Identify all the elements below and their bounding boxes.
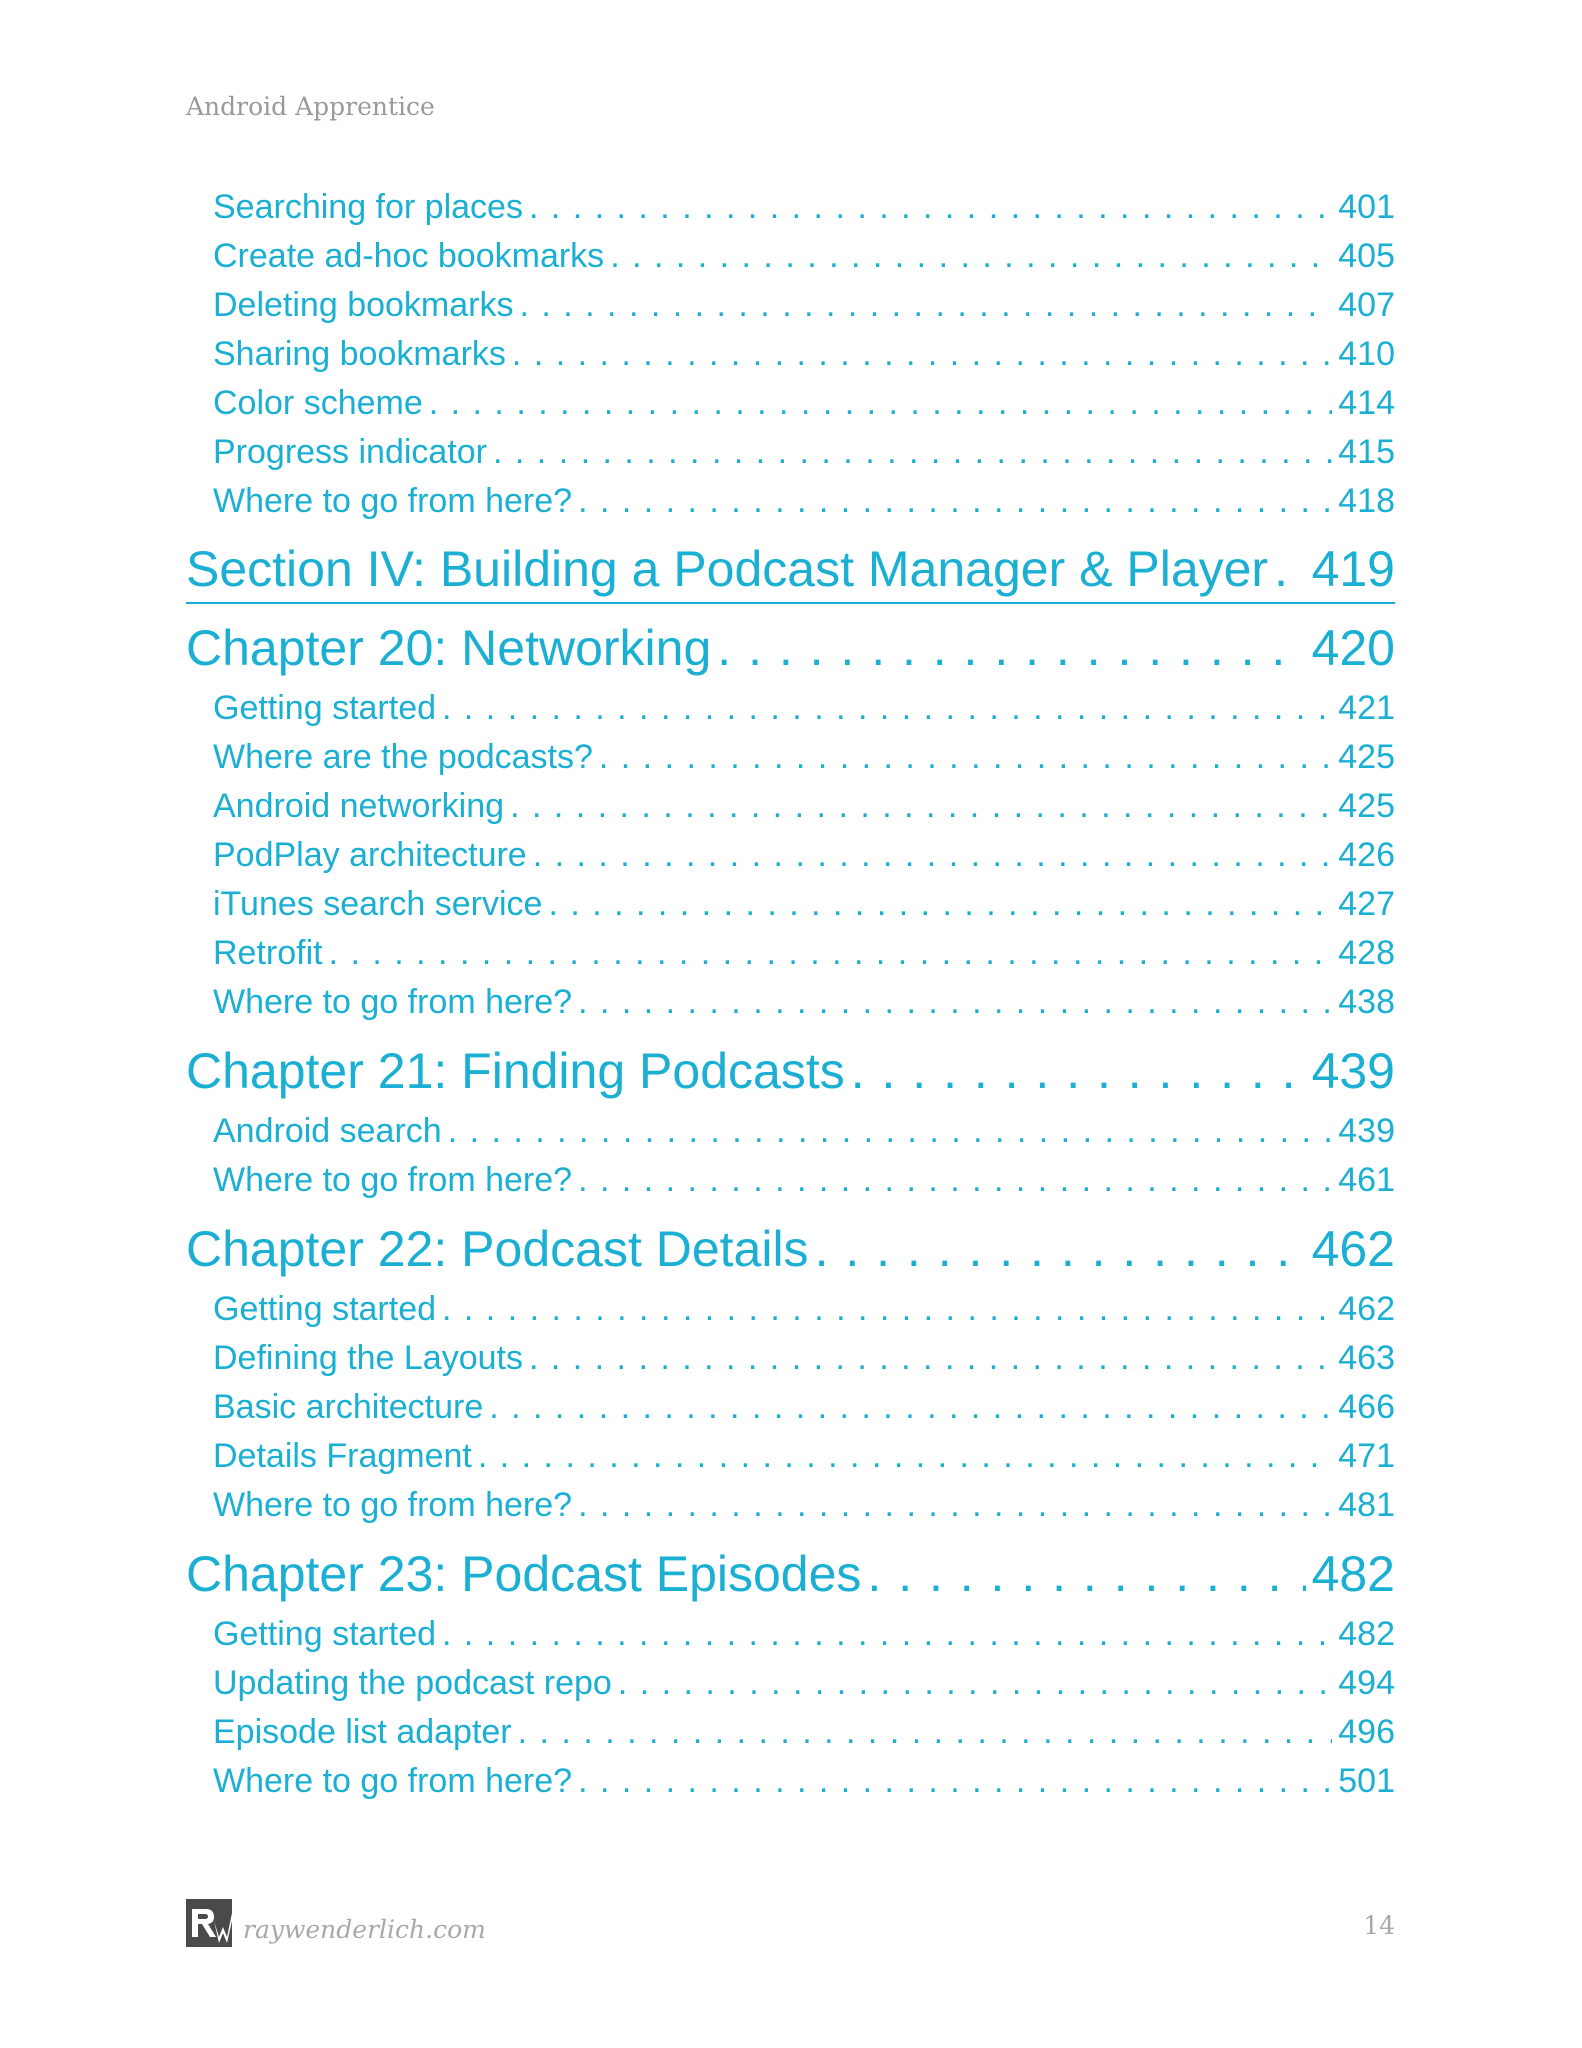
- toc-entry-title: Basic architecture: [213, 1388, 484, 1426]
- toc-entry-title: Getting started: [213, 1615, 437, 1653]
- toc-entry-page: 401: [1338, 188, 1395, 226]
- dot-leader: [510, 782, 1332, 831]
- dot-leader: [815, 1213, 1306, 1285]
- toc-entry-title: Where to go from here?: [213, 1486, 573, 1524]
- toc-entry[interactable]: [186, 1708, 1395, 1757]
- toc-entry[interactable]: [186, 1107, 1395, 1156]
- toc-entry-title: Details Fragment: [213, 1437, 472, 1475]
- toc-entry-page: 439: [1338, 1112, 1395, 1150]
- toc-entry-page: 482: [1338, 1615, 1395, 1653]
- running-header: Android Apprentice: [186, 92, 435, 121]
- toc-chapter-entry[interactable]: [186, 1035, 1395, 1107]
- toc-entry-title: iTunes search service: [213, 885, 543, 923]
- toc-entry-page: 414: [1338, 384, 1395, 422]
- toc-chapter-entry[interactable]: [186, 612, 1395, 684]
- dot-leader: [578, 477, 1332, 526]
- dot-leader: [610, 232, 1332, 281]
- dot-leader: [851, 1035, 1306, 1107]
- dot-leader: [867, 1538, 1305, 1610]
- toc-entry-title: Where to go from here?: [213, 482, 573, 520]
- toc-entry[interactable]: [186, 831, 1395, 880]
- site-link[interactable]: raywenderlich.com: [243, 1915, 486, 1944]
- toc-entry[interactable]: [186, 1432, 1395, 1481]
- dot-leader: [329, 929, 1333, 978]
- toc-section-page: 419: [1311, 541, 1395, 597]
- dot-leader: [578, 1156, 1332, 1205]
- toc-chapter-page: 439: [1311, 1043, 1395, 1099]
- dot-leader: [618, 1659, 1332, 1708]
- dot-leader: [548, 880, 1332, 929]
- toc-entry-title: Defining the Layouts: [213, 1339, 523, 1377]
- toc-entry-page: 410: [1338, 335, 1395, 373]
- toc-entry-title: Retrofit: [213, 934, 323, 972]
- toc-chapter-title: Chapter 20: Networking: [186, 620, 712, 676]
- toc-entry-title: Getting started: [213, 689, 437, 727]
- toc-entry-page: 471: [1338, 1437, 1395, 1475]
- dot-leader: [1274, 536, 1305, 602]
- toc-entry[interactable]: [186, 1334, 1395, 1383]
- dot-leader: [578, 978, 1332, 1027]
- toc-entry-page: 461: [1338, 1161, 1395, 1199]
- dot-leader: [442, 1610, 1332, 1659]
- toc-entry-title: Where are the podcasts?: [213, 738, 593, 776]
- toc-entry-title: Deleting bookmarks: [213, 286, 514, 324]
- toc-entry-page: 463: [1338, 1339, 1395, 1377]
- toc-entry[interactable]: [186, 929, 1395, 978]
- toc-entry-page: 462: [1338, 1290, 1395, 1328]
- toc-entry-title: Where to go from here?: [213, 1161, 573, 1199]
- toc-entry-page: 421: [1338, 689, 1395, 727]
- toc-entry[interactable]: [186, 1481, 1395, 1530]
- toc-entry[interactable]: [186, 477, 1395, 526]
- dot-leader: [512, 330, 1332, 379]
- toc-entry-title: Getting started: [213, 1290, 437, 1328]
- toc-entry-page: 405: [1338, 237, 1395, 275]
- toc-entry-page: 407: [1338, 286, 1395, 324]
- toc-entry-page: 496: [1338, 1713, 1395, 1751]
- toc-entry[interactable]: [186, 1610, 1395, 1659]
- toc-entry[interactable]: [186, 281, 1395, 330]
- dot-leader: [429, 379, 1333, 428]
- toc-entry-title: Where to go from here?: [213, 983, 573, 1021]
- table-of-contents: [186, 183, 1395, 1806]
- toc-chapter-page: 482: [1311, 1546, 1395, 1602]
- dot-leader: [519, 281, 1332, 330]
- toc-chapter-page: 462: [1311, 1221, 1395, 1277]
- toc-chapter-title: Chapter 22: Podcast Details: [186, 1221, 809, 1277]
- toc-entry-page: 438: [1338, 983, 1395, 1021]
- toc-entry-page: 426: [1338, 836, 1395, 874]
- toc-entry[interactable]: [186, 1285, 1395, 1334]
- dot-leader: [442, 684, 1332, 733]
- toc-entry-title: Searching for places: [213, 188, 523, 226]
- toc-entry-title: Android search: [213, 1112, 442, 1150]
- dot-leader: [578, 1481, 1332, 1530]
- toc-entry[interactable]: [186, 978, 1395, 1027]
- toc-entry-title: Updating the podcast repo: [213, 1664, 612, 1702]
- raywenderlich-logo-icon: [186, 1899, 232, 1947]
- toc-entry-title: Color scheme: [213, 384, 423, 422]
- toc-entry-title: Android networking: [213, 787, 505, 825]
- toc-entry-title: Where to go from here?: [213, 1762, 573, 1800]
- toc-chapter-title: Chapter 23: Podcast Episodes: [186, 1546, 862, 1602]
- toc-entry[interactable]: [186, 1659, 1395, 1708]
- toc-entry-page: 425: [1338, 738, 1395, 776]
- dot-leader: [442, 1285, 1332, 1334]
- toc-chapter-entry[interactable]: [186, 1213, 1395, 1285]
- toc-entry-page: 466: [1338, 1388, 1395, 1426]
- toc-entry-page: 494: [1338, 1664, 1395, 1702]
- toc-entry-page: 501: [1338, 1762, 1395, 1800]
- dot-leader: [578, 1757, 1332, 1806]
- toc-entry[interactable]: [186, 183, 1395, 232]
- page-number: 14: [1363, 1911, 1395, 1940]
- toc-entry[interactable]: [186, 1156, 1395, 1205]
- toc-entry-page: 425: [1338, 787, 1395, 825]
- toc-entry[interactable]: [186, 782, 1395, 831]
- dot-leader: [518, 1708, 1333, 1757]
- toc-entry[interactable]: [186, 1383, 1395, 1432]
- dot-leader: [529, 1334, 1332, 1383]
- toc-chapter-title: Chapter 21: Finding Podcasts: [186, 1043, 845, 1099]
- toc-entry[interactable]: [186, 684, 1395, 733]
- toc-entry-page: 427: [1338, 885, 1395, 923]
- toc-entry[interactable]: [186, 232, 1395, 281]
- toc-chapter-entry[interactable]: [186, 1538, 1395, 1610]
- dot-leader: [717, 612, 1305, 684]
- toc-entry[interactable]: [186, 428, 1395, 477]
- toc-entry-title: Create ad-hoc bookmarks: [213, 237, 605, 275]
- dot-leader: [478, 1432, 1332, 1481]
- toc-entry-page: 418: [1338, 482, 1395, 520]
- toc-entry-page: 481: [1338, 1486, 1395, 1524]
- toc-entry-page: 428: [1338, 934, 1395, 972]
- dot-leader: [493, 428, 1332, 477]
- dot-leader: [489, 1383, 1332, 1432]
- dot-leader: [529, 183, 1332, 232]
- toc-entry[interactable]: [186, 379, 1395, 428]
- toc-entry-title: Sharing bookmarks: [213, 335, 506, 373]
- toc-entry[interactable]: [186, 330, 1395, 379]
- toc-entry-title: Progress indicator: [213, 433, 488, 471]
- toc-section-entry[interactable]: [186, 536, 1395, 604]
- dot-leader: [448, 1107, 1333, 1156]
- dot-leader: [533, 831, 1333, 880]
- toc-entry-title: PodPlay architecture: [213, 836, 527, 874]
- toc-entry-page: 415: [1338, 433, 1395, 471]
- toc-chapter-page: 420: [1311, 620, 1395, 676]
- toc-entry-title: Episode list adapter: [213, 1713, 512, 1751]
- toc-section-title: Section IV: Building a Podcast Manager & Player: [186, 541, 1269, 597]
- page-footer: [186, 1899, 1395, 1949]
- toc-entry[interactable]: [186, 1757, 1395, 1806]
- toc-entry[interactable]: [186, 733, 1395, 782]
- toc-entry[interactable]: [186, 880, 1395, 929]
- dot-leader: [599, 733, 1332, 782]
